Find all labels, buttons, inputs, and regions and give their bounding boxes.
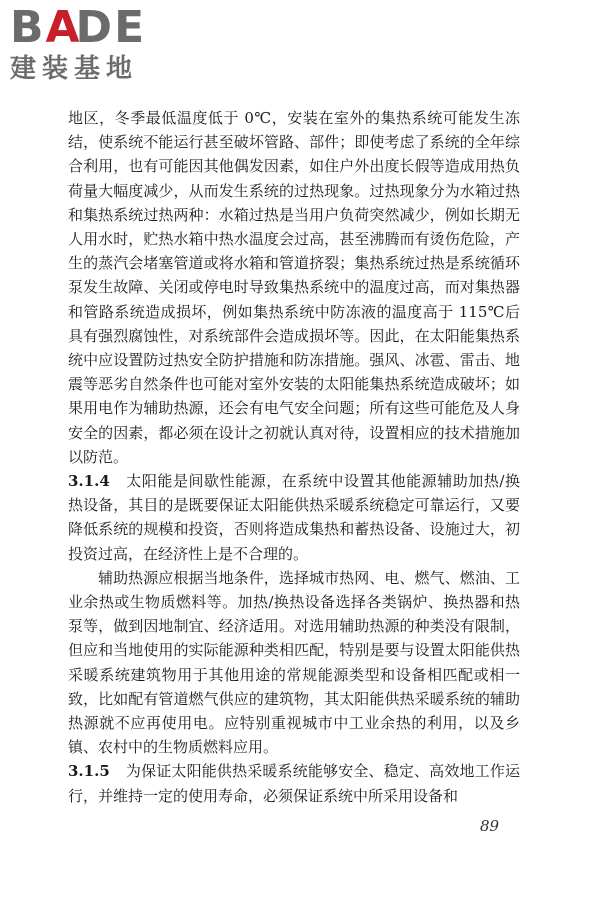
logo-subtitle: 建装基地 <box>10 54 139 84</box>
paragraph-auxiliary-heat <box>68 566 520 760</box>
bade-logo <box>10 2 180 86</box>
page-number: 89 <box>480 817 500 835</box>
clause-3-1-4 <box>68 469 520 566</box>
clause-number: 3.1.4 <box>68 472 110 491</box>
logo-wordmark <box>10 2 180 53</box>
clause-3-1-5 <box>68 759 520 807</box>
clause-number: 3.1.5 <box>68 762 110 781</box>
logo-letter-a-accent: A <box>45 2 82 53</box>
paragraph-text: 地区，冬季最低温度低于 0℃，安装在室外的集热系统可能发生冻结，使系统不能运行甚至破坏管路、部件；即使考虑了系统的全年综合利用，也有可能因其他偶发因素，如住户外出度长假等造成用热负荷量大幅度减少，从而发生系统的过热现象。过热现象分为水箱过热和集热系统过热两种：水箱过热是当用户负荷突然减少，例如长期无人用水时，贮热水箱中热水温度会过高，甚至沸腾而有烫伤危险，产生的蒸汽会堵塞管道或将水箱和管道挤裂；集热系统过热是系统循环泵发生故障、关闭或停电时导致集热系统中的温度过高，而对集热器和管路系统造成损坏，例如集热系统中防冻液的温度高于 115℃后具有强烈腐蚀性，对系统部件会造成损坏等。因此，在太阳能集热系统中应设置防过热安全防护措施和防冻措施。强风、冰雹、雷击、地震等恶劣自然条件也可能对室外安装的太阳能集热系统造成破坏；如果用电作为辅助热源，还会有电气安全问题；所有这些可能危及人身安全的因素，都必须在设计之初就认真对待，设置相应的技术措施加以防范。 <box>68 109 520 466</box>
paragraph-text: 为保证太阳能供热采暖系统能够安全、稳定、高效地工作运行，并维持一定的使用寿命，必须保证系统中所采用设备和 <box>68 762 520 805</box>
paragraph-continuation <box>68 106 520 469</box>
logo-letter-b: B <box>10 2 46 53</box>
document-body <box>68 106 520 808</box>
logo-letters-de: DE <box>75 2 147 53</box>
paragraph-text: 辅助热源应根据当地条件，选择城市热网、电、燃气、燃油、工业余热或生物质燃料等。加热/换热设备选择各类锅炉、换热器和热泵等，做到因地制宜、经济适用。对选用辅助热源的种类没有限制，但应和当地使用的实际能源种类相匹配，特别是要与设置太阳能供热采暖系统建筑物用于其他用途的常规能源类型和设备相匹配或相一致，比如配有管道燃气供应的建筑物，其太阳能供热采暖系统的辅助热源就不应再使用电。应特别重视城市中工业余热的利用，以及乡镇、农村中的生物质燃料应用。 <box>68 568 520 757</box>
paragraph-text: 太阳能是间歇性能源，在系统中设置其他能源辅助加热/换热设备，其目的是既要保证太阳能供热采暖系统稳定可靠运行，又要降低系统的规模和投资，否则将造成集热和蓄热设备、设施过大，初投资过高，在经济性上是不合理的。 <box>68 472 520 563</box>
